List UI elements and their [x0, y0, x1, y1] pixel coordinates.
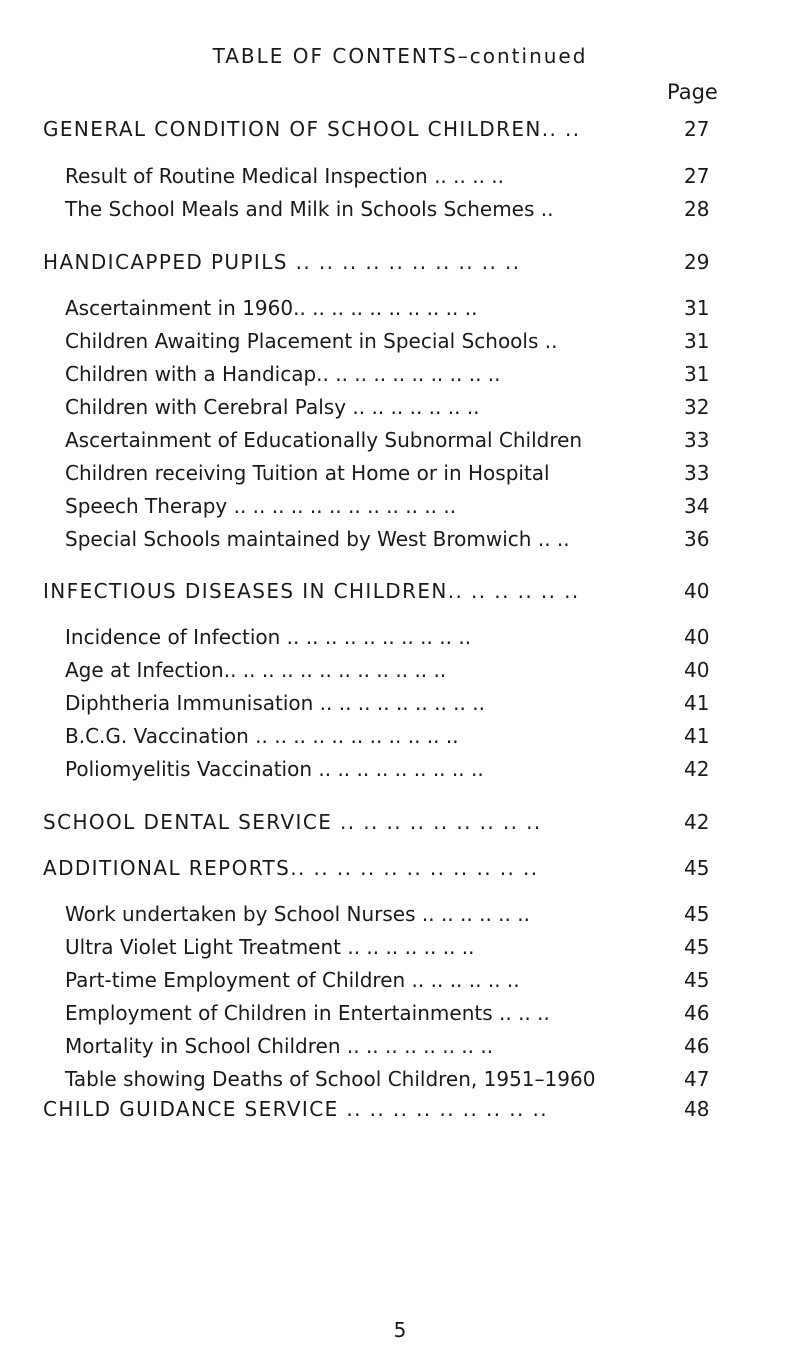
toc-entry [0, 527, 800, 557]
toc-label: Children receiving Tuition at Home or in Hospital [65, 461, 550, 485]
toc-entry [0, 296, 800, 326]
toc-label: CHILD GUIDANCE SERVICE .. .. .. .. .. .. .. .. .. [43, 1097, 549, 1121]
toc-entry [0, 902, 800, 932]
toc-label: Children with Cerebral Palsy .. .. .. .. .. .. .. [65, 395, 480, 419]
toc-page-number: 40 [684, 625, 710, 649]
toc-section-child-guidance-service [0, 1097, 800, 1127]
toc-page-number: 32 [684, 395, 710, 419]
toc-section-additional-reports [0, 856, 800, 886]
toc-section-infectious-diseases [0, 579, 800, 609]
toc-label: INFECTIOUS DISEASES IN CHILDREN.. .. .. .. .. .. [43, 579, 580, 603]
toc-section-general-condition [0, 117, 800, 147]
toc-entry [0, 1067, 800, 1097]
toc-label: Children with a Handicap.. .. .. .. .. .. .. .. .. .. [65, 362, 501, 386]
toc-entry [0, 395, 800, 425]
toc-label: ADDITIONAL REPORTS.. .. .. .. .. .. .. .. .. .. .. [43, 856, 539, 880]
page-column-heading: Page [667, 80, 718, 104]
page-title: TABLE OF CONTENTS–continued [212, 44, 588, 68]
toc-label: GENERAL CONDITION OF SCHOOL CHILDREN.. .. [43, 117, 581, 141]
toc-page-number: 31 [684, 362, 710, 386]
toc-entry [0, 757, 800, 787]
toc-label: Ultra Violet Light Treatment .. .. .. .. .. .. .. [65, 935, 475, 959]
toc-page-number: 36 [684, 527, 710, 551]
toc-page-number: 33 [684, 428, 710, 452]
toc-entry [0, 968, 800, 998]
toc-entry [0, 164, 800, 194]
toc-page-number: 40 [684, 579, 710, 603]
toc-section-handicapped-pupils [0, 250, 800, 280]
toc-page-number: 31 [684, 329, 710, 353]
toc-page-number: 45 [684, 935, 710, 959]
toc-entry [0, 935, 800, 965]
toc-label: Result of Routine Medical Inspection .. .. .. .. [65, 164, 505, 188]
toc-entry [0, 428, 800, 458]
toc-page-number: 47 [684, 1067, 710, 1091]
toc-label: The School Meals and Milk in Schools Schemes .. [65, 197, 554, 221]
toc-label: Poliomyelitis Vaccination .. .. .. .. .. .. .. .. .. [65, 757, 484, 781]
toc-page-number: 45 [684, 856, 710, 880]
page-number-footer: 5 [393, 1318, 407, 1342]
toc-label: Mortality in School Children .. .. .. .. .. .. .. .. [65, 1034, 494, 1058]
toc-entry [0, 691, 800, 721]
toc-page-number: 41 [684, 724, 710, 748]
toc-page-number: 33 [684, 461, 710, 485]
toc-label: Age at Infection.. .. .. .. .. .. .. .. .. .. .. .. [65, 658, 447, 682]
toc-label: Incidence of Infection .. .. .. .. .. .. .. .. .. .. [65, 625, 472, 649]
toc-label: Children Awaiting Placement in Special Schools .. [65, 329, 558, 353]
toc-entry [0, 494, 800, 524]
toc-label: Special Schools maintained by West Bromwich .. .. [65, 527, 570, 551]
toc-entry [0, 1034, 800, 1064]
toc-label: Employment of Children in Entertainments .. .. .. [65, 1001, 550, 1025]
toc-label: B.C.G. Vaccination .. .. .. .. .. .. .. .. .. .. .. [65, 724, 459, 748]
toc-page-number: 41 [684, 691, 710, 715]
toc-entry [0, 362, 800, 392]
toc-entry [0, 329, 800, 359]
toc-label: SCHOOL DENTAL SERVICE .. .. .. .. .. .. .. .. .. [43, 810, 542, 834]
toc-page-number: 42 [684, 757, 710, 781]
toc-entry [0, 461, 800, 491]
toc-page-number: 31 [684, 296, 710, 320]
toc-label: Speech Therapy .. .. .. .. .. .. .. .. .. .. .. .. [65, 494, 457, 518]
toc-entry [0, 197, 800, 227]
toc-page-number: 34 [684, 494, 710, 518]
toc-page-number: 45 [684, 902, 710, 926]
toc-label: Part-time Employment of Children .. .. .. .. .. .. [65, 968, 520, 992]
toc-page-number: 46 [684, 1001, 710, 1025]
toc-page-number: 46 [684, 1034, 710, 1058]
toc-section-school-dental-service [0, 810, 800, 840]
toc-page-number: 28 [684, 197, 710, 221]
toc-label: Diphtheria Immunisation .. .. .. .. .. .. .. .. .. [65, 691, 485, 715]
toc-page-number: 29 [684, 250, 710, 274]
toc-page-number: 48 [684, 1097, 710, 1121]
toc-page-number: 40 [684, 658, 710, 682]
toc-label: Table showing Deaths of School Children, 1951–1960 [65, 1067, 596, 1091]
toc-entry [0, 1001, 800, 1031]
toc-label: Ascertainment of Educationally Subnormal Children [65, 428, 583, 452]
toc-entry [0, 625, 800, 655]
toc-label: Work undertaken by School Nurses .. .. .. .. .. .. [65, 902, 530, 926]
toc-page-number: 27 [684, 164, 710, 188]
toc-page-number: 42 [684, 810, 710, 834]
toc-label: HANDICAPPED PUPILS .. .. .. .. .. .. .. .. .. .. [43, 250, 521, 274]
toc-entry [0, 658, 800, 688]
toc-page-number: 27 [684, 117, 710, 141]
toc-page-number: 45 [684, 968, 710, 992]
toc-label: Ascertainment in 1960.. .. .. .. .. .. .. .. .. .. [65, 296, 478, 320]
toc-entry [0, 724, 800, 754]
